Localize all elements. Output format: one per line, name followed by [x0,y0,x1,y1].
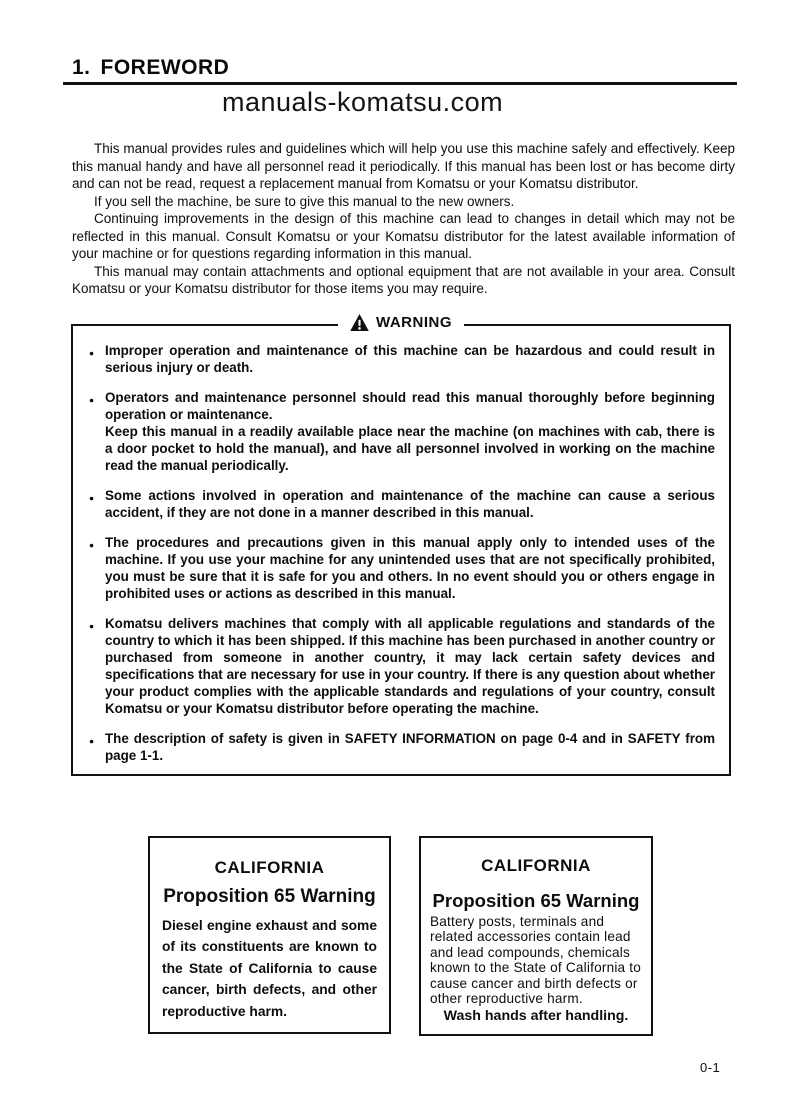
intro-paragraph: This manual may contain attachments and optional equipment that are not available in your area. Consult Komatsu or your Komatsu distributor for those items you may require. [72,263,735,296]
california-box-body: Battery posts, terminals and related accessories contain lead and lead compounds, chemicals known to the State of California to cause cancer and birth defects or other reproductive harm. [430,913,642,1007]
warning-item-text: ● Some actions involved in operation and maintenance of the machine can cause a serious accident, if they are not done in a manner described in this manual. [105,487,715,520]
intro-paragraphs [72,140,735,298]
california-box-subtitle: Proposition 65 Warning [163,885,376,907]
warning-item-list [89,342,715,764]
warning-item-text: ● Operators and maintenance personnel should read this manual thoroughly before beginning operation or maintenance. [105,389,715,422]
california-box-footer: Wash hands after handling. [443,1008,629,1025]
warning-item [89,487,715,521]
california-box-title: CALIFORNIA [481,855,591,875]
intro-paragraph: If you sell the machine, be sure to give this manual to the new owners. [94,193,515,209]
page-number: 0-1 [700,1060,721,1075]
warning-item [89,534,715,602]
intro-paragraph: This manual provides rules and guidelines which will help you use this machine safely and effectively. Keep this manual handy and have all personnel read it periodically. If this manual has been lost or has become dirty and can not be read, request a replacement manual from Komatsu or your Komatsu distributor. [72,141,735,191]
intro-paragraph: Continuing improvements in the design of this machine can lead to changes in detail which may not be reflected in this manual. Consult Komatsu or your Komatsu distributor for the latest available information of your machine or for questions regarding information in this manual. [72,211,735,261]
warning-item [89,389,715,474]
warning-item [89,730,715,764]
warning-item-text: ● Komatsu delivers machines that comply with all applicable regulations and standards of the country to which it has been shipped. If this machine has been purchased in another country or purchased from someone in another country, it may lack certain safety devices and specifications that are necessary for use in your country. If there is any question about whether your product complies with the applicable standards and regulations of your country, consult Komatsu or your Komatsu distributor before operating the machine. [105,615,715,716]
california-box-subtitle: Proposition 65 Warning [432,889,640,911]
warning-item-text: ● The description of safety is given in SAFETY INFORMATION on page 0-4 and in SAFETY from page 1-1. [105,730,715,763]
warning-box-header [338,314,464,331]
california-diesel-warning-box [148,836,391,1035]
warning-triangle-icon [350,314,369,331]
california-box-title: CALIFORNIA [214,857,325,877]
warning-item [89,615,715,717]
section-number: 1. [72,56,91,79]
california-battery-warning-box [419,836,653,1037]
warning-item-text: ● The procedures and precautions given in this manual apply only to intended uses of the machine. If you use your machine for any unintended uses that are not specifically prohibited, you must be sure that it is safe for you and others. In no event should you or others engage in prohibited uses or actions as described in this manual. [105,534,715,601]
warning-item-text: ● Improper operation and maintenance of this machine can be hazardous and could result in serious injury or death. [105,342,715,375]
watermark-text: manuals-komatsu.com [222,87,504,117]
warning-box [71,313,731,776]
section-header [63,56,737,85]
california-box-body: Diesel engine exhaust and some of its constituents are known to the State of California to cause cancer, birth defects, and other reproductive harm. [162,917,377,1019]
section-title: FOREWORD [100,56,230,79]
warning-item-text: Keep this manual in a readily available place near the machine (on machines with cab, there is a door pocket to hold the manual), and have all personnel involved in working on the machine read the manual periodically. [105,423,715,473]
page-title [63,56,737,80]
warning-item [89,342,715,376]
california-warning-boxes [148,836,791,1037]
warning-title-label: WARNING [376,313,452,331]
